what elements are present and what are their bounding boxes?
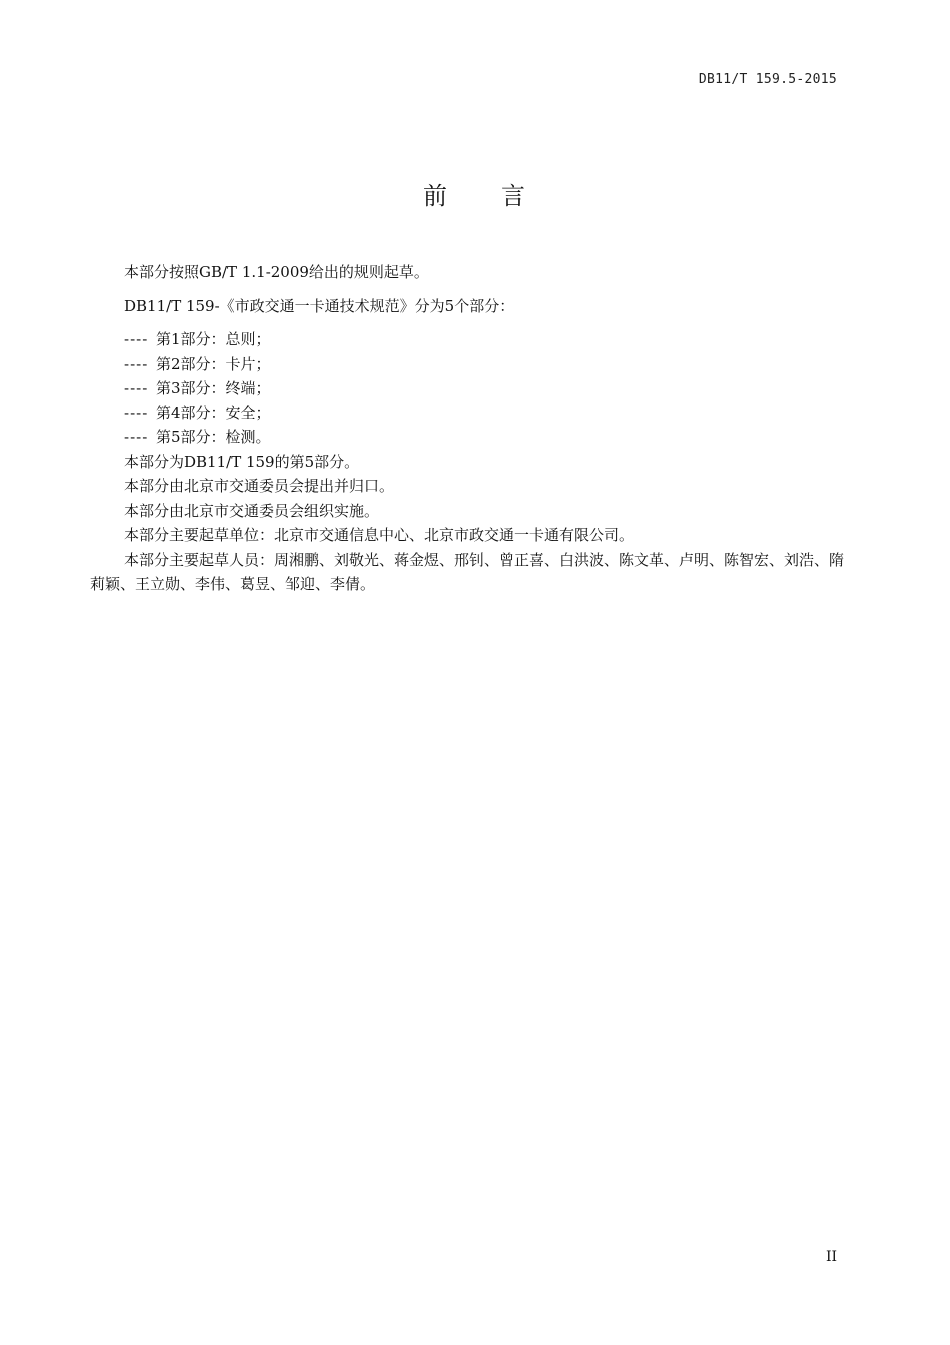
list-item	[90, 425, 845, 450]
list-item	[90, 327, 845, 352]
document-code: DB11/T 159.5-2015	[698, 72, 837, 87]
list-dash: ----	[124, 403, 149, 422]
implementer-statement: 本部分由北京市交通委员会组织实施。	[124, 501, 380, 520]
proposer-statement: 本部分由北京市交通委员会提出并归口。	[124, 477, 395, 495]
part-number-statement: 本部分为DB11/T 159的第5部分。	[124, 452, 360, 471]
list-dash: ----	[124, 354, 149, 373]
list-item-text: 第5部分：检测。	[156, 428, 271, 446]
drafters-statement: 本部分主要起草人员：周湘鹏、刘敬光、蒋金煜、邢钊、曾正喜、白洪波、陈文革、卢明、陈智宏、刘浩、隋莉颖、王立勋、李伟、葛昱、邹迎、李倩。	[90, 550, 845, 593]
page-number: II	[825, 1249, 837, 1265]
parts-list	[90, 327, 845, 450]
drafting-rules-paragraph: 本部分按照GB/T 1.1-2009给出的规则起草。	[124, 263, 429, 281]
list-item	[90, 352, 845, 377]
page-title-char-1: 前	[423, 182, 449, 210]
page-title-char-2: 言	[501, 182, 527, 210]
list-item	[90, 376, 845, 401]
list-item-text: 第2部分：卡片；	[156, 354, 271, 373]
list-item-text: 第4部分：安全；	[156, 403, 271, 422]
list-dash: ----	[124, 379, 149, 397]
list-dash: ----	[124, 428, 149, 446]
drafting-units-statement: 本部分主要起草单位：北京市交通信息中心、北京市政交通一卡通有限公司。	[124, 526, 635, 544]
list-item-text: 第3部分：终端；	[156, 379, 271, 397]
page-title	[0, 176, 950, 211]
list-dash: ----	[124, 330, 149, 348]
document-body	[90, 260, 845, 597]
list-item	[90, 401, 845, 426]
parts-intro-paragraph: DB11/T 159-《市政交通一卡通技术规范》分为5个部分：	[124, 296, 515, 315]
list-item-text: 第1部分：总则；	[156, 330, 271, 348]
